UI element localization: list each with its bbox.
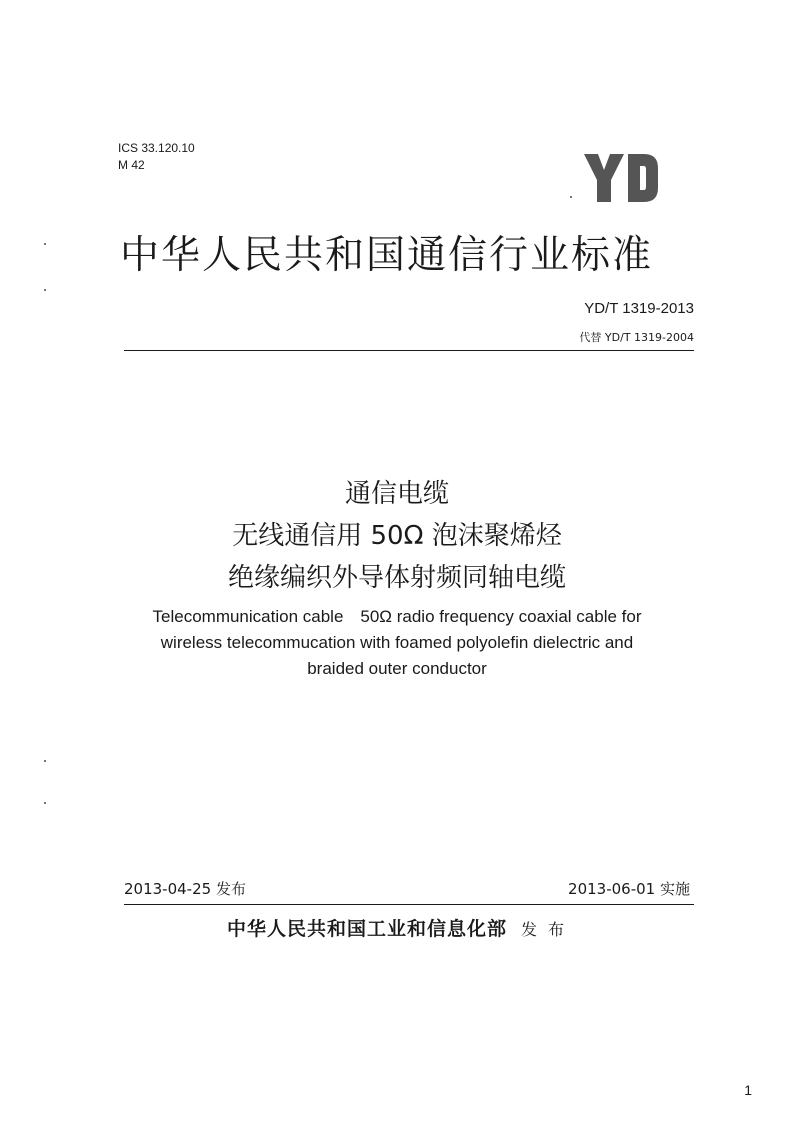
dates-row <box>124 878 690 899</box>
ccs-code: M 42 <box>118 158 145 172</box>
classification-codes <box>118 140 195 174</box>
title-en <box>0 604 794 682</box>
title-cn-line2: 无线通信用 50Ω 泡沫聚烯烃 <box>232 521 562 551</box>
header-divider <box>124 350 694 351</box>
implementation-date: 2013-06-01 实施 <box>568 880 690 898</box>
ics-code: ICS 33.120.10 <box>118 141 195 155</box>
scan-speck <box>570 196 572 198</box>
scan-speck <box>44 802 46 804</box>
publisher-line <box>0 914 794 941</box>
title-cn-line3: 绝缘编织外导体射频同轴电缆 <box>227 563 566 593</box>
scan-speck <box>44 243 46 245</box>
scan-speck <box>44 760 46 762</box>
footer-divider <box>124 904 694 905</box>
issue-date: 2013-04-25 发布 <box>124 880 246 898</box>
page-number: 1 <box>744 1082 752 1098</box>
standard-number: YD/T 1319-2013 <box>584 300 694 317</box>
title-en-line1: Telecommunication cable 50Ω radio frequency coaxial cable for <box>152 607 642 626</box>
publisher-name: 中华人民共和国工业和信息化部 <box>226 918 507 940</box>
scan-speck <box>44 289 46 291</box>
replaces-note: 代替 YD/T 1319-2004 <box>579 331 694 344</box>
title-en-line2: wireless telecommucation with foamed polyolefin dielectric and <box>160 633 634 652</box>
publish-action: 发 布 <box>520 920 568 939</box>
title-cn-line1: 通信电缆 <box>344 479 449 509</box>
title-en-line3: braided outer conductor <box>307 659 487 678</box>
org-title: 中华人民共和国通信行业标准 <box>120 233 654 278</box>
yd-logo <box>582 152 660 204</box>
